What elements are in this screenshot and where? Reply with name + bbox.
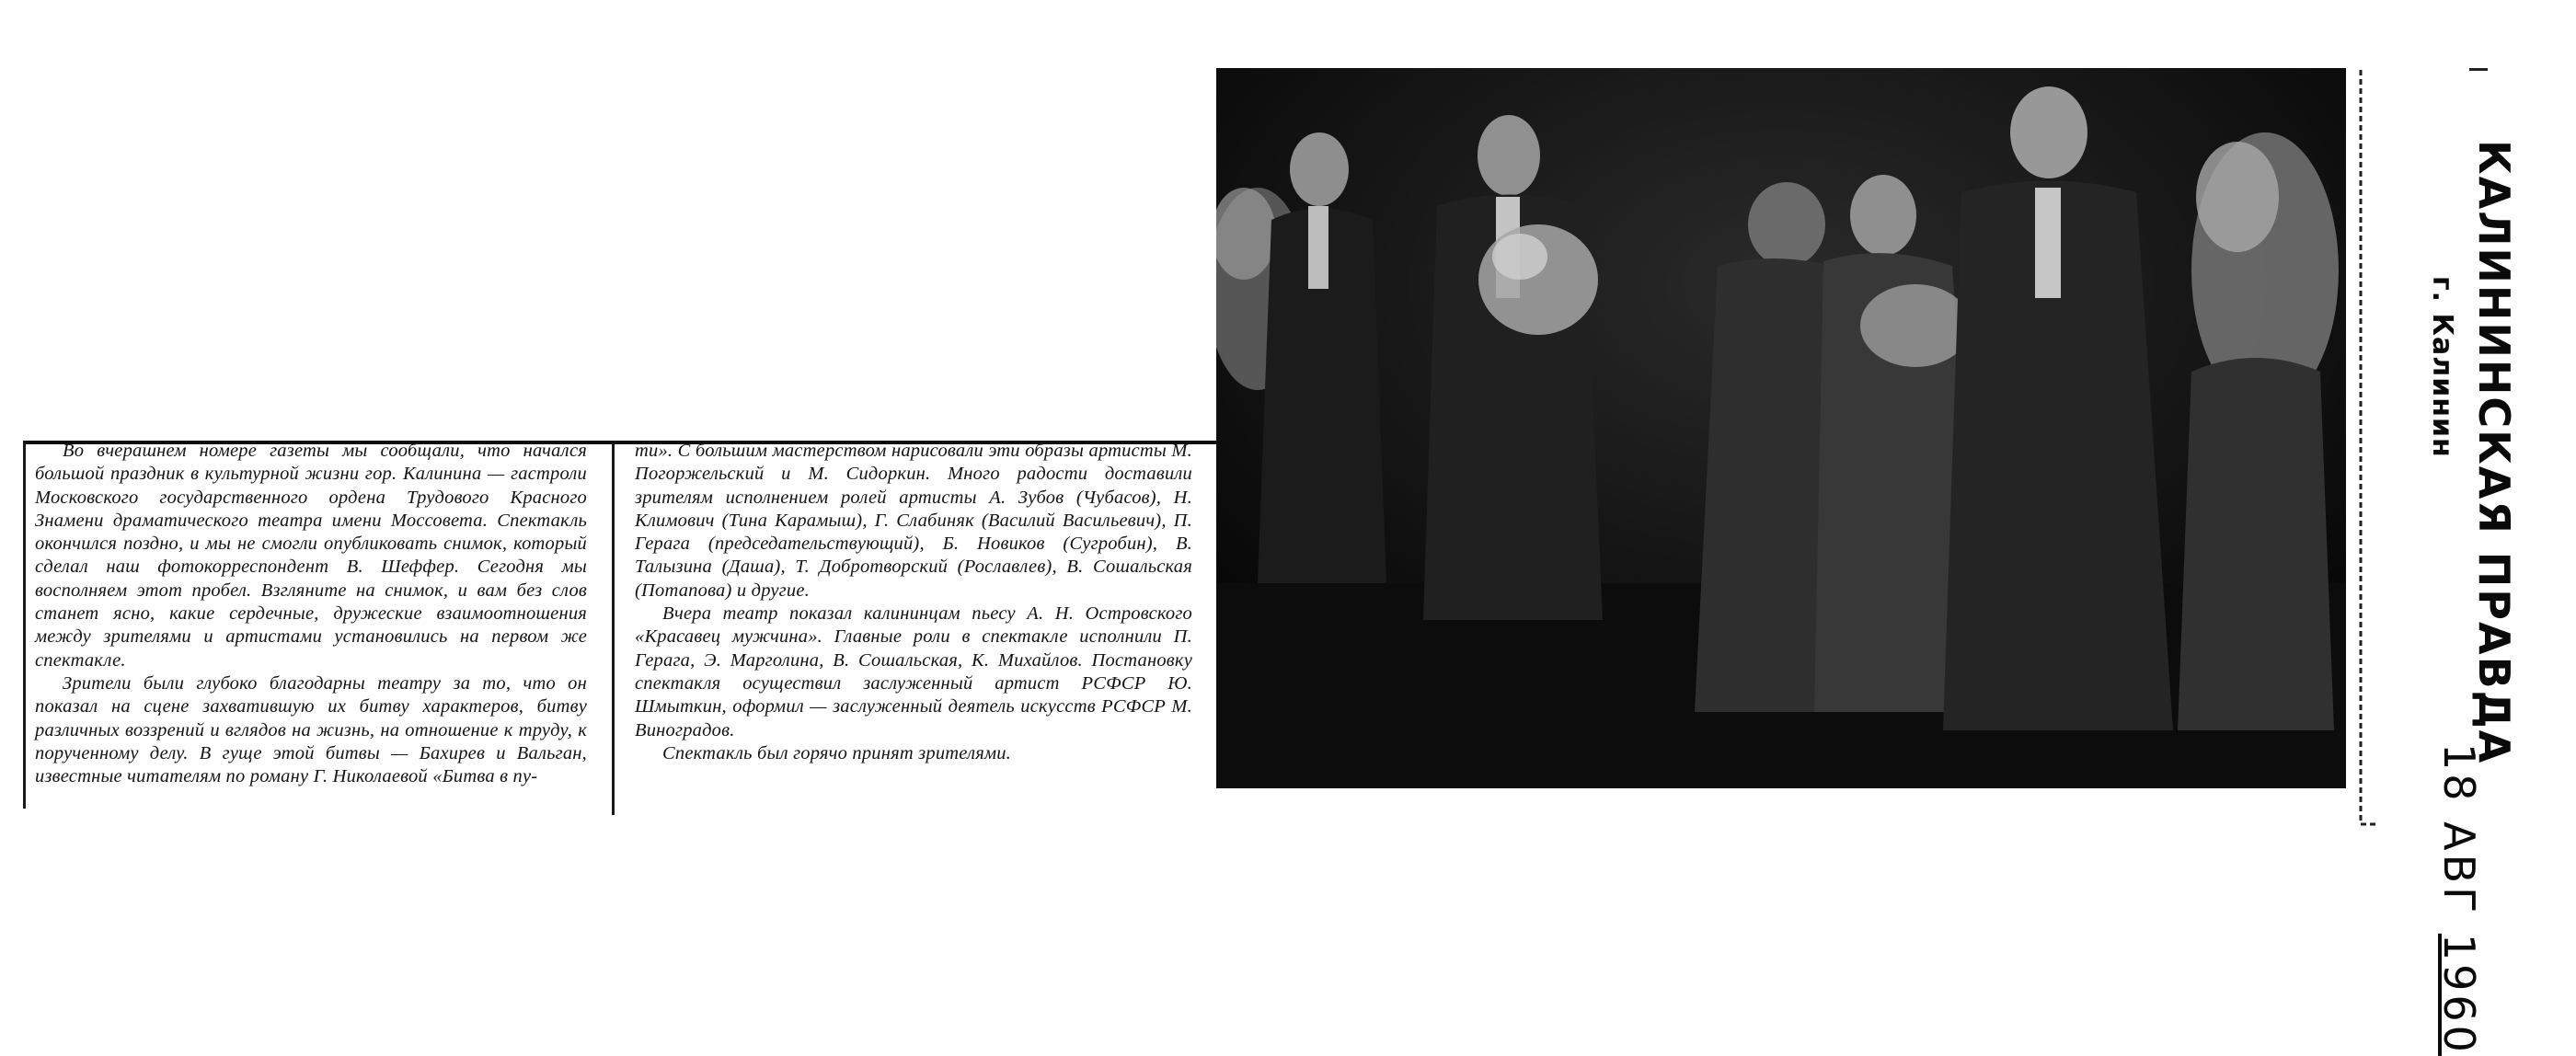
column-divider (612, 443, 615, 815)
date-year: 1960 (2434, 933, 2484, 1056)
stage-photograph (1216, 68, 2346, 788)
article-paragraph: Зрители были глубоко благодарны театру за то, что он показал на сцене захватившую их битву характеров, битву различных воззрений и вглядов на жизнь, на отношение к труду, к порученному делу. В гуще этой битвы — Бахирев и Вальган, известные читателям по роману Г. Николаевой «Битва в пу- (35, 672, 587, 787)
article-paragraph: ти». С большим мастерством нарисовали эти образы артисты М. Погоржельский и М. Сидоркин. Много радости доставили зрителям исполнением ролей артисты А. Зубов (Чубасов), Н. Климович (Тина Карамыш), Г. Слабиняк (Василий Васильевич), П. Герага (председательствующий), Б. Новиков (Сугробин), В. Талызина (Даша), Т. Добротворский (Рославлев), В. Сошальская (Потапова) и другие. (635, 441, 1192, 601)
article-paragraph: Спектакль был горячо принят зрителями. (662, 742, 1012, 763)
newspaper-city: г. Калинин (2426, 276, 2458, 458)
article-paragraph: Во вчерашнем номере газеты мы сообщали, что начался большой праздник в культурной жизни гор. Калинина — гастроли Московского государственного ордена Трудового Красного Знамени драматического театра имени Моссовета. Спектакль окончился поздно, и мы не смогли опубликовать снимок, который сделал наш фотокорреспондент В. Шеффер. Сегодня мы восполняем этот пробел. Взгляните на снимок, и вам без слов станет ясно, какие сердечные, дружеские взаимоотношения между зрителями и артистами установились на первом же спектакле. (35, 441, 587, 671)
article-column-1 (35, 440, 587, 788)
article-paragraph: Вчера театр показал калининцам пьесу А. Н. Островского «Красавец мужчина». Главные роли в спектакле исполнили П. Герага, Э. Марголина, В. Сошальская, К. Михайлов. Постановку спектакля осуществил заслуженный артист РСФСР Ю. Шмыткин, оформил — заслуженный деятель искусств РСФСР М. Виноградов. (635, 603, 1192, 740)
publication-date (2434, 743, 2484, 1056)
corner-mark (2469, 68, 2488, 71)
article-column-2 (635, 440, 1192, 765)
clipping-edge-line (2355, 70, 2379, 843)
left-column-rule (23, 441, 26, 809)
newspaper-name: КАЛИНИНСКАЯ ПРАВДА (2469, 140, 2519, 765)
photo-illustration (1216, 68, 2346, 788)
date-day-month: 18 АВГ (2434, 743, 2484, 917)
